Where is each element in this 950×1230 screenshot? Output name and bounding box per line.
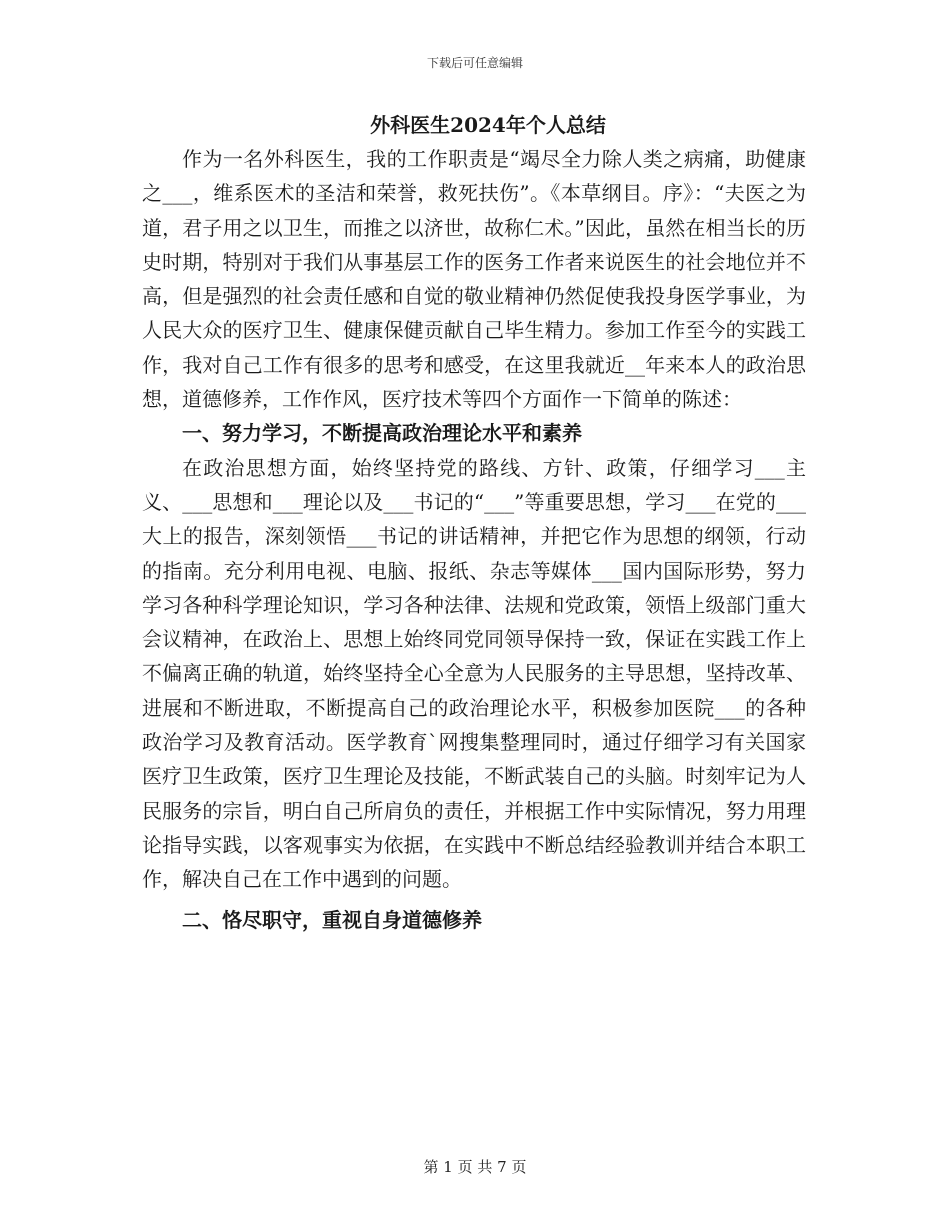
section-1-paragraph: 在政治思想方面，始终坚持党的路线、方针、政策，仔细学习___主义、___思想和___理论以及___书记的“___”等重要思想，学习___在党的___大上的报告，深刻领悟___书记的讲话精神，并把它作为思想的纲领，行动的指南。充分利用电视、电脑、报纸、杂志等媒体___国内国际形势，努力学习各种科学理论知识，学习各种法律、法规和党政策，领悟上级部门重大会议精神，在政治上、思想上始终同党同领导保持一致，保证在实践工作上不偏离正确的轨道，始终坚持全心全意为人民服务的主导思想，坚持改革、进展和不断进取，不断提高自己的政治理论水平，积极参加医院___的各种政治学习及教育活动。医学教育`网搜集整理同时，通过仔细学习有关国家医疗卫生政策，医疗卫生理论及技能，不断武装自己的头脑。时刻牢记为人民服务的宗旨，明白自己所肩负的责任，并根据工作中实际情况，努力用理论指导实践，以客观事实为依据，在实践中不断总结经验教训并结合本职工作，解决自己在工作中遇到的问题。 [142,455,806,892]
document-body [142,108,806,937]
section-1-heading: 一、努力学习，不断提高政治理论水平和素养 [182,421,582,446]
page-number: 第 1 页 共 7 页 [423,1158,527,1176]
document-title: 外科医生2024年个人总结 [370,113,606,137]
header-note: 下载后可任意编辑 [426,56,523,70]
section-2-heading: 二、恪尽职守，重视自身道德修养 [182,907,482,932]
intro-paragraph: 作为一名外科医生，我的工作职责是“竭尽全力除人类之病痛，助健康之___，维系医术的圣洁和荣誉，救死扶伤”。《本草纲目。序》：“夫医之为道，君子用之以卫生，而推之以济世，故称仁术。”因此，虽然在相当长的历史时期，特别对于我们从事基层工作的医务工作者来说医生的社会地位并不高，但是强烈的社会责任感和自觉的敬业精神仍然促使我投身医学事业，为人民大众的医疗卫生、健康保健贡献自己毕生精力。参加工作至今的实践工作，我对自己工作有很多的思考和感受，在这里我就近__年来本人的政治思想，道德修养，工作作风，医疗技术等四个方面作一下简单的陈述： [142,147,806,412]
